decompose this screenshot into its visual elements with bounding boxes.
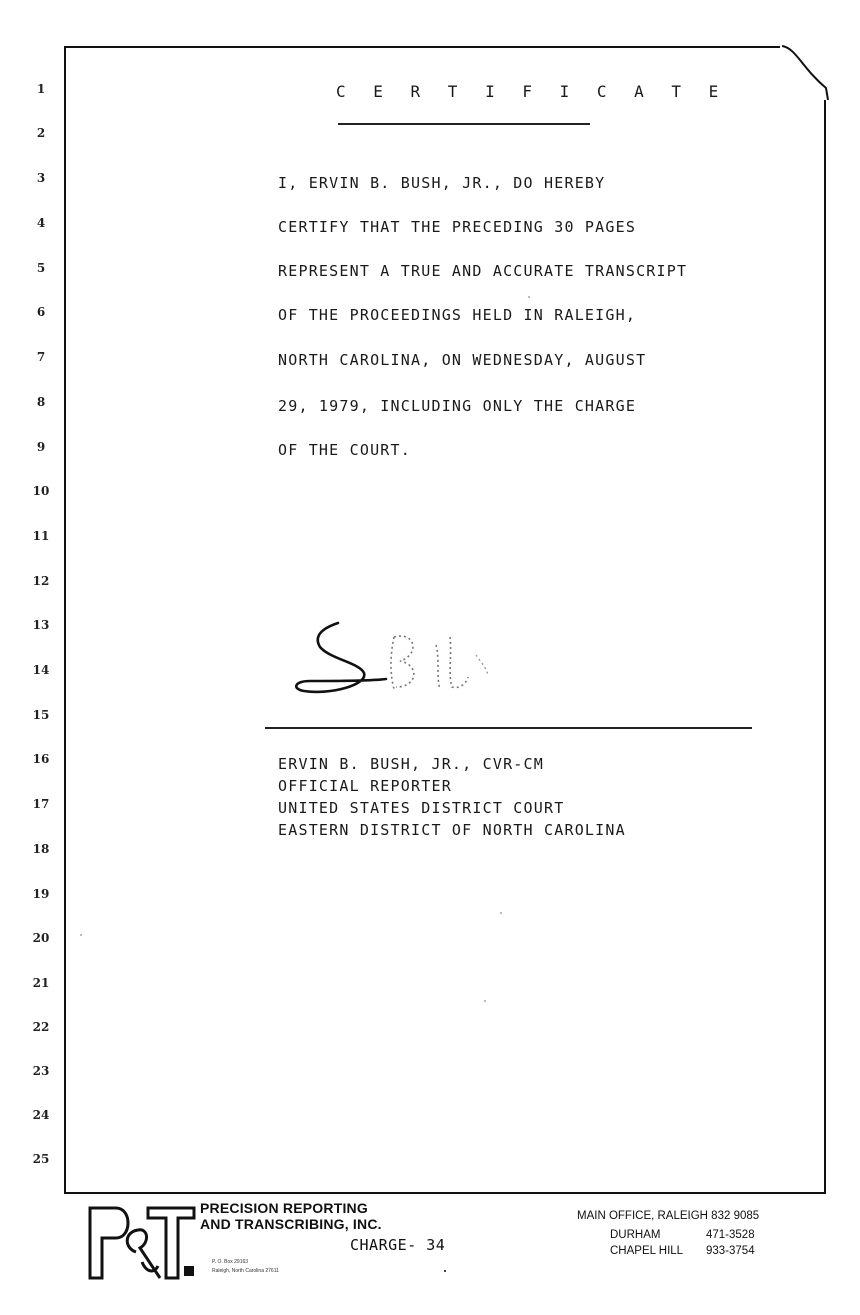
scan-speck [80, 934, 82, 936]
line-number: 12 [32, 574, 50, 588]
company-address-line2: Raleigh, North Carolina 27611 [212, 1268, 279, 1274]
certification-line: 29, 1979, INCLUDING ONLY THE CHARGE [278, 397, 637, 415]
company-name-line2: AND TRANSCRIBING, INC. [200, 1216, 382, 1232]
line-number: 21 [32, 976, 50, 990]
line-number: 19 [32, 887, 50, 901]
line-number: 24 [32, 1108, 50, 1122]
folded-corner-icon [782, 38, 832, 100]
line-number: 9 [36, 440, 46, 454]
line-number: 11 [32, 529, 50, 543]
district-name: EASTERN DISTRICT OF NORTH CAROLINA [278, 821, 626, 839]
line-number: 7 [36, 350, 46, 364]
company-logo [86, 1202, 198, 1280]
scan-speck [444, 1270, 446, 1272]
durham-label: DURHAM [610, 1229, 661, 1241]
scan-speck [500, 912, 502, 914]
line-number: 23 [32, 1064, 50, 1078]
certification-line: I, ERVIN B. BUSH, JR., DO HEREBY [278, 174, 606, 192]
scan-speck [528, 296, 530, 298]
line-number: 1 [36, 82, 46, 96]
page-label: CHARGE- 34 [350, 1236, 446, 1254]
company-name-line1: PRECISION REPORTING [200, 1200, 368, 1216]
reporter-role: OFFICIAL REPORTER [278, 777, 452, 795]
chapel-hill-label: CHAPEL HILL [610, 1245, 684, 1257]
scan-speck [484, 1000, 486, 1002]
line-number: 17 [32, 797, 50, 811]
line-number: 25 [32, 1152, 50, 1166]
certificate-title: C E R T I F I C A T E [336, 82, 728, 101]
handwritten-signature [290, 615, 520, 705]
line-number: 16 [32, 752, 50, 766]
line-number: 2 [36, 126, 46, 140]
line-number: 14 [32, 663, 50, 677]
main-office: MAIN OFFICE, RALEIGH 832 9085 [577, 1210, 760, 1222]
reporter-name: ERVIN B. BUSH, JR., CVR-CM [278, 755, 544, 773]
line-number: 10 [32, 484, 50, 498]
line-number: 6 [36, 305, 46, 319]
line-number: 13 [32, 618, 50, 632]
line-number: 22 [32, 1020, 50, 1034]
line-number: 5 [36, 261, 46, 275]
certification-line: NORTH CAROLINA, ON WEDNESDAY, AUGUST [278, 351, 647, 369]
line-number: 4 [36, 216, 46, 230]
line-number: 18 [32, 842, 50, 856]
certification-line: OF THE COURT. [278, 441, 411, 459]
line-number: 15 [32, 708, 50, 722]
line-number: 20 [32, 931, 50, 945]
company-address-line1: P. O. Box 29163 [212, 1259, 249, 1265]
certification-line: OF THE PROCEEDINGS HELD IN RALEIGH, [278, 306, 637, 324]
line-number: 8 [36, 395, 46, 409]
durham-phone: 471-3528 [706, 1229, 755, 1241]
signature-line [265, 727, 752, 729]
line-number: 3 [36, 171, 46, 185]
chapel-hill-phone: 933-3754 [706, 1245, 755, 1257]
certification-line: REPRESENT A TRUE AND ACCURATE TRANSCRIPT [278, 262, 688, 280]
certification-line: CERTIFY THAT THE PRECEDING 30 PAGES [278, 218, 637, 236]
title-underline [338, 123, 590, 125]
court-name: UNITED STATES DISTRICT COURT [278, 799, 565, 817]
